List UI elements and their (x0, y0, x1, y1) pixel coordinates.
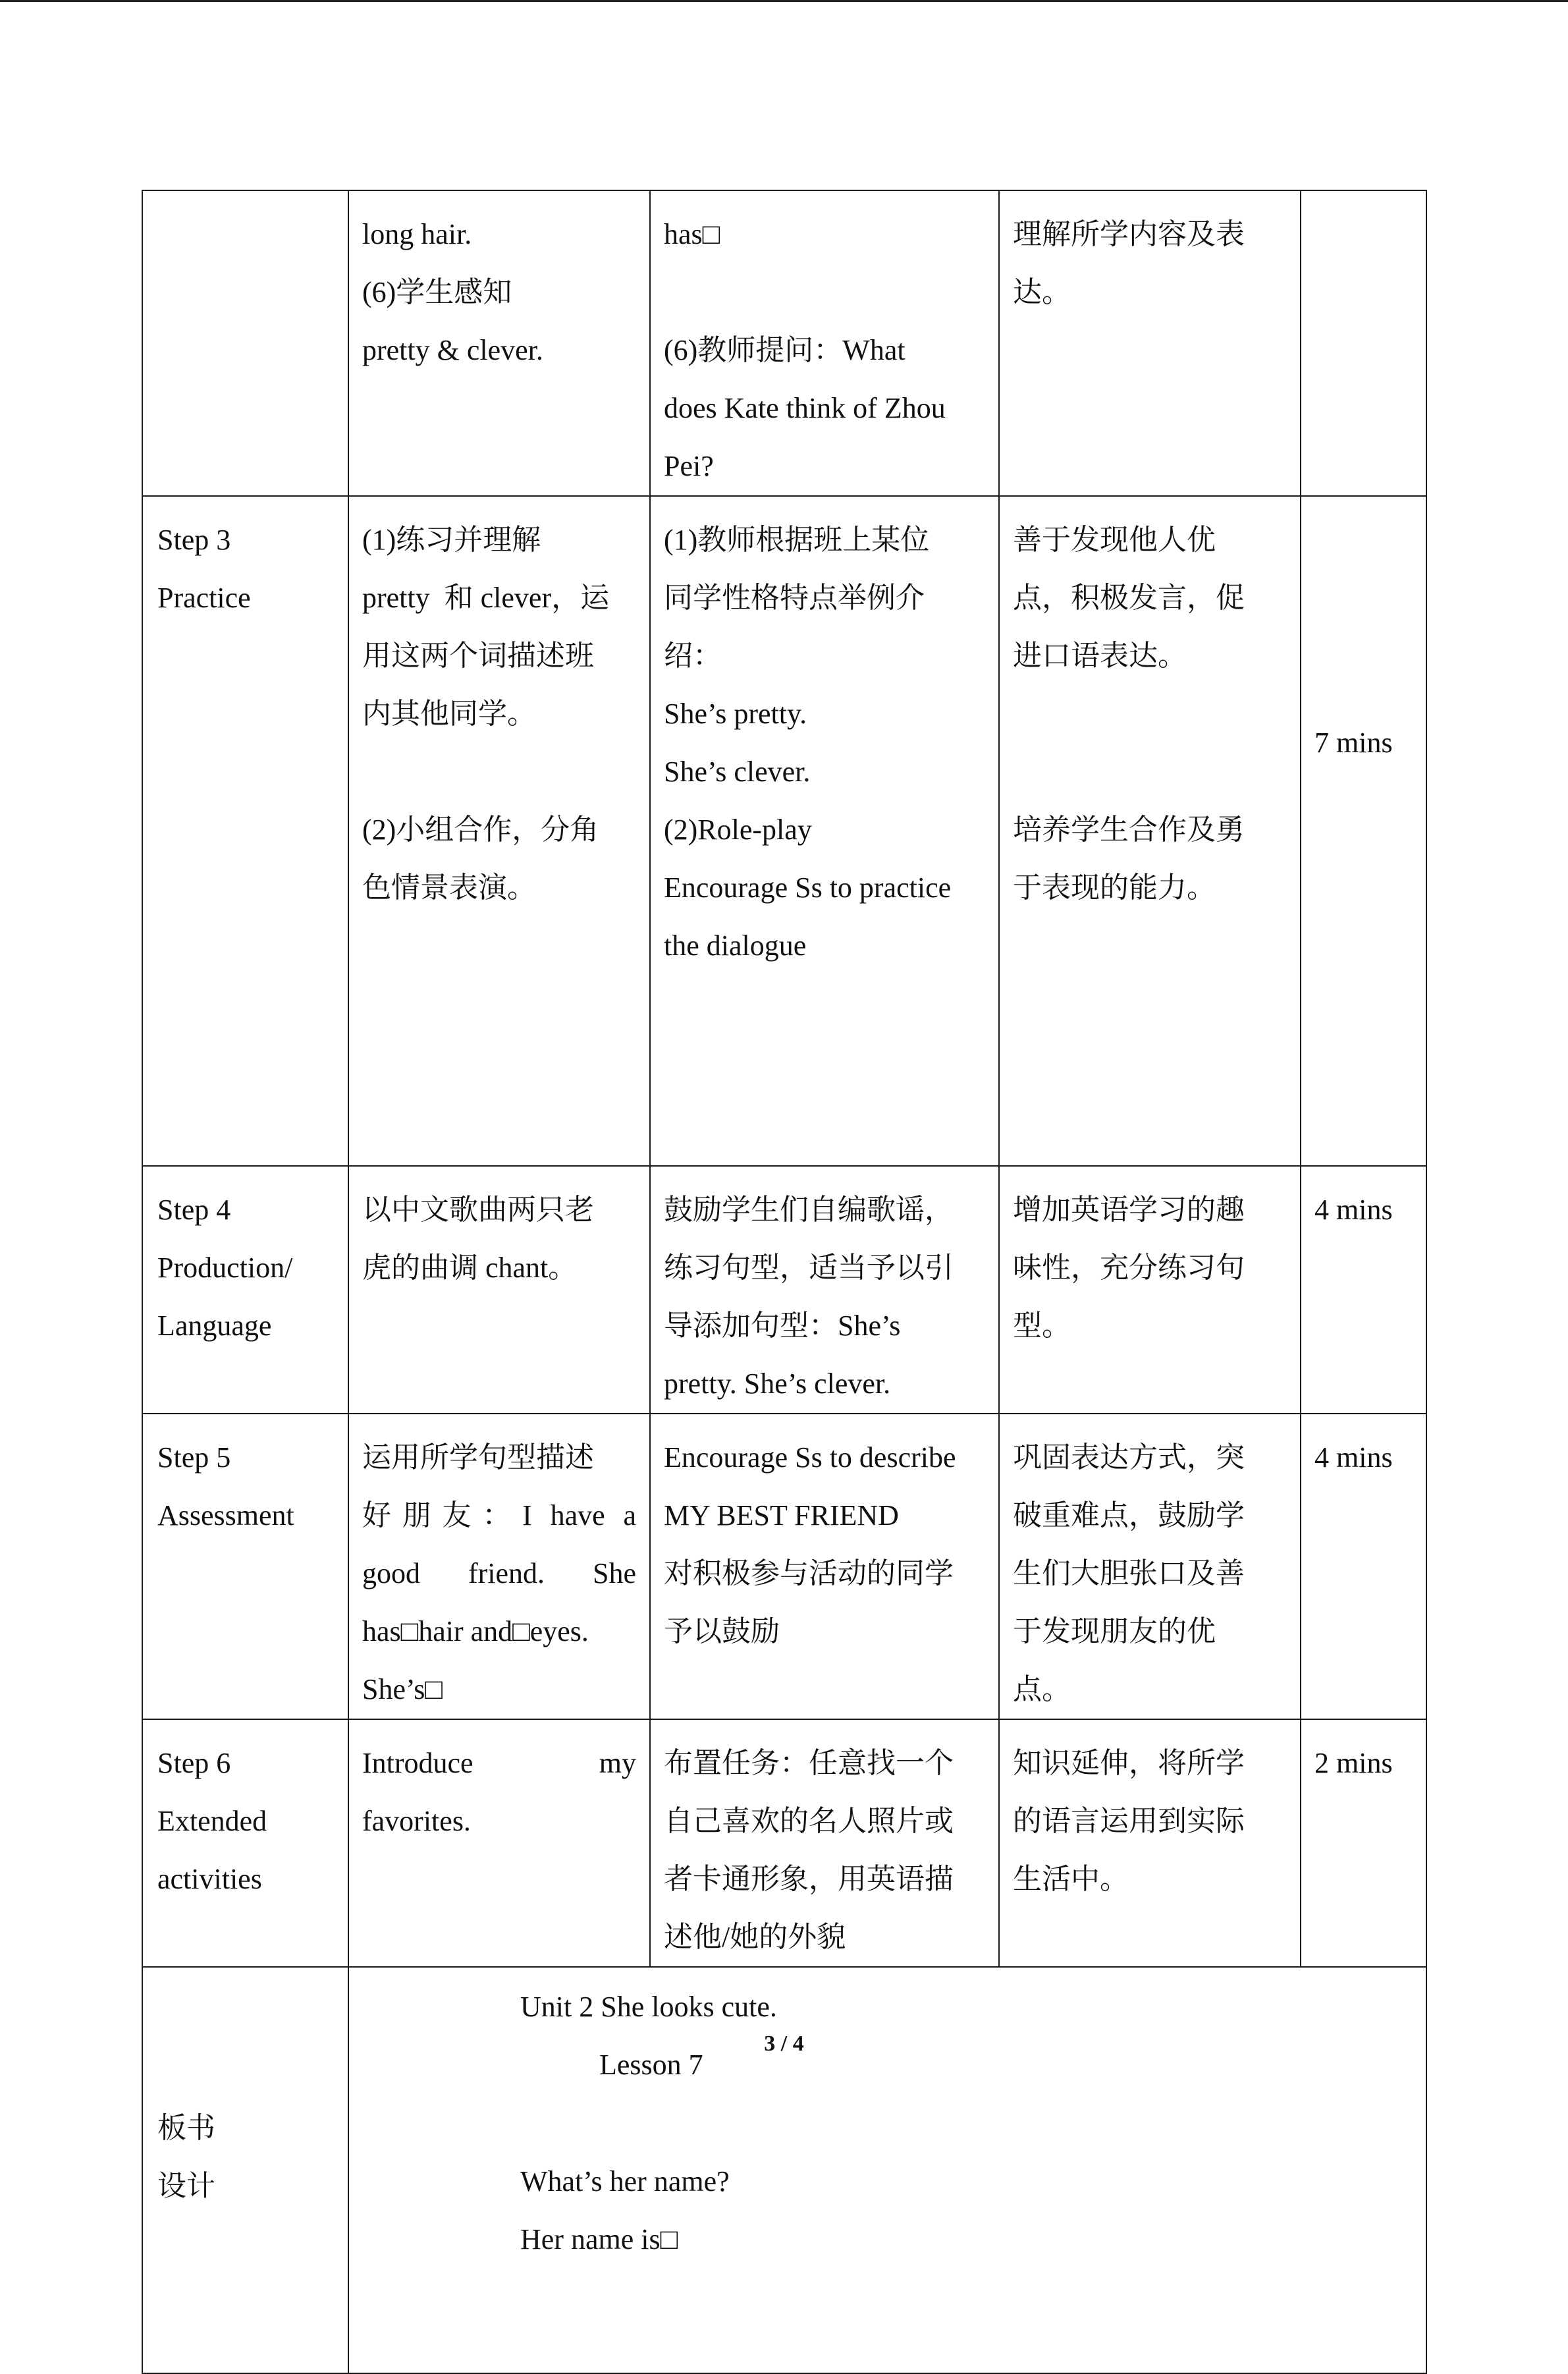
board-line-a: Her name is□ (520, 2223, 678, 2255)
teacher-activity-cell (650, 1719, 999, 1967)
time-value: 4 mins (1314, 1441, 1393, 1474)
cell-line: Introduce my (362, 1747, 636, 1779)
teacher-activity-cell (650, 1166, 999, 1414)
cell-line: good friend. She (362, 1557, 636, 1589)
cell-line: favorites. (362, 1805, 471, 1837)
cell-line: 同学性格特点举例介 (664, 582, 925, 614)
cell-line: 于表现的能力。 (1013, 871, 1216, 904)
cell-line: 鼓励学生们自编歌谣， (664, 1194, 954, 1226)
cell-line: long hair. (362, 218, 472, 250)
student-activity-cell (348, 190, 650, 496)
cell-line: 点，积极发言，促 (1013, 582, 1245, 614)
purpose-cell (999, 1414, 1301, 1719)
purpose-cell (999, 1719, 1301, 1967)
cell-line: 导添加句型：She’s (664, 1310, 901, 1342)
cell-line: 善于发现他人优 (1013, 524, 1216, 556)
cell-line (1013, 685, 1287, 743)
cell-line: 生们大胆张口及善 (1013, 1557, 1245, 1589)
time-cell (1301, 496, 1426, 1166)
cell-line: Encourage Ss to describe (664, 1441, 956, 1474)
cell-line: 增加英语学习的趣 (1013, 1194, 1245, 1226)
cell-line: (6)学生感知 (362, 276, 512, 308)
cell-line (664, 263, 985, 321)
cell-line: 运用所学句型描述 (362, 1441, 594, 1474)
table-row (142, 1166, 1426, 1414)
cell-line: 者卡通形象，用英语描 (664, 1863, 954, 1895)
cell-line: 予以鼓励 (664, 1615, 780, 1647)
cell-line: Step 5 (157, 1441, 231, 1474)
time-value: 7 mins (1314, 727, 1393, 759)
student-activity-cell (348, 496, 650, 1166)
cell-line: 内其他同学。 (362, 698, 536, 730)
cell-line: does Kate think of Zhou (664, 392, 946, 424)
time-cell (1301, 1166, 1426, 1414)
cell-line: Step 4 (157, 1194, 231, 1226)
cell-line: Practice (157, 582, 251, 614)
time-value: 2 mins (1314, 1747, 1393, 1779)
cell-line: pretty. She’s clever. (664, 1367, 891, 1400)
step-cell (142, 1166, 348, 1414)
step-cell (142, 1719, 348, 1967)
cell-line: 破重难点，鼓励学 (1013, 1499, 1245, 1532)
teacher-activity-cell (650, 496, 999, 1166)
table-row (142, 496, 1426, 1166)
cell-line: 达。 (1013, 276, 1071, 308)
cell-line: Language (157, 1310, 272, 1342)
cell-line: 自己喜欢的名人照片或 (664, 1805, 954, 1837)
cell-line: Assessment (157, 1499, 294, 1532)
cell-line: She’s□ (362, 1673, 443, 1705)
cell-line: pretty 和 clever，运 (362, 582, 610, 614)
step-cell (142, 496, 348, 1166)
cell-line: (2)Role-play (664, 814, 812, 846)
cell-line: 绍： (664, 640, 722, 672)
cell-line: (6)教师提问：What (664, 334, 906, 366)
cell-line: 用这两个词描述班 (362, 640, 594, 672)
page-top-border (0, 0, 1568, 2)
cell-line: Step 6 (157, 1747, 231, 1779)
cell-line: 点。 (1013, 1673, 1071, 1705)
cell-line: 布置任务：任意找一个 (664, 1747, 954, 1779)
cell-line: 生活中。 (1013, 1863, 1129, 1895)
student-activity-cell (348, 1719, 650, 1967)
cell-line: 味性，充分练习句 (1013, 1252, 1245, 1284)
page-number: 3 / 4 (764, 2031, 804, 2056)
cell-line: (2)小组合作，分角 (362, 814, 599, 846)
cell-line: (1)教师根据班上某位 (664, 524, 930, 556)
cell-line (362, 743, 636, 801)
cell-line: 以中文歌曲两只老 (362, 1194, 594, 1226)
cell-line: 理解所学内容及表 (1013, 218, 1245, 250)
teacher-activity-cell (650, 190, 999, 496)
cell-line: the dialogue (664, 929, 807, 962)
step-cell (142, 1414, 348, 1719)
cell-line: She’s pretty. (664, 698, 807, 730)
board-line-lesson: Lesson 7 (599, 2049, 703, 2081)
purpose-cell (999, 1166, 1301, 1414)
cell-line: 培养学生合作及勇 (1013, 814, 1245, 846)
time-cell (1301, 190, 1426, 496)
step-cell (142, 190, 348, 496)
cell-line: MY BEST FRIEND (664, 1499, 899, 1532)
cell-line: Step 3 (157, 524, 231, 556)
cell-line: 于发现朋友的优 (1013, 1615, 1216, 1647)
cell-line: (1)练习并理解 (362, 524, 541, 556)
cell-line: has□hair and□eyes. (362, 1615, 589, 1647)
cell-line: Production/ (157, 1252, 293, 1284)
board-design-content-cell (348, 1967, 1426, 2373)
student-activity-cell (348, 1414, 650, 1719)
cell-line: 虎的曲调 chant。 (362, 1252, 578, 1284)
time-cell (1301, 1414, 1426, 1719)
student-activity-cell (348, 1166, 650, 1414)
teacher-activity-cell (650, 1414, 999, 1719)
cell-line (1013, 743, 1287, 801)
cell-line: 练习句型，适当予以引 (664, 1252, 954, 1284)
cell-line: 巩固表达方式，突 (1013, 1441, 1245, 1474)
cell-line: Extended (157, 1805, 267, 1837)
table-row (142, 190, 1426, 496)
purpose-cell (999, 190, 1301, 496)
cell-line: 述他/她的外貌 (664, 1921, 846, 1953)
purpose-cell (999, 496, 1301, 1166)
cell-line: pretty & clever. (362, 334, 543, 366)
cell-line: 进口语表达。 (1013, 640, 1187, 672)
cell-line: 对积极参与活动的同学 (664, 1557, 954, 1589)
cell-line: Pei? (664, 450, 714, 482)
board-label-line: 设计 (157, 2170, 215, 2202)
cell-line: activities (157, 1863, 262, 1895)
cell-line: 好朋友：I have a (362, 1499, 636, 1532)
cell-line: has□ (664, 218, 720, 250)
time-value: 4 mins (1314, 1194, 1393, 1226)
board-label-line: 板书 (157, 2112, 215, 2144)
time-cell (1301, 1719, 1426, 1967)
board-line-q: What’s her name? (520, 2165, 730, 2197)
cell-line: 知识延伸，将所学 (1013, 1747, 1245, 1779)
cell-line: 型。 (1013, 1310, 1071, 1342)
board-design-row (142, 1967, 1426, 2373)
cell-line: 色情景表演。 (362, 871, 536, 904)
table-row (142, 1414, 1426, 1719)
cell-line: Encourage Ss to practice (664, 871, 952, 904)
board-line-title: Unit 2 She looks cute. (520, 1991, 777, 2023)
board-design-label-cell (142, 1967, 348, 2373)
cell-line: 的语言运用到实际 (1013, 1805, 1245, 1837)
cell-line: She’s clever. (664, 756, 811, 788)
table-row (142, 1719, 1426, 1967)
